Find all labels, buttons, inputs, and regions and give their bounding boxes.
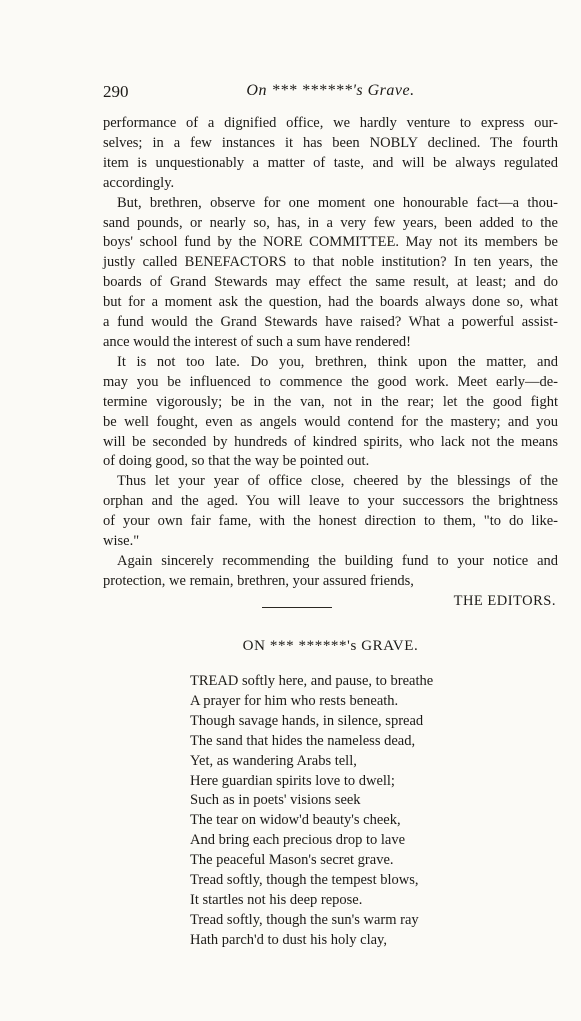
paragraph-start-line: Thus let your year of office close, cheered by the blessings of the — [117, 473, 558, 490]
text-line: performance of a dignified office, we hardly venture to express our- — [103, 115, 558, 131]
poem-line: Hath parch'd to dust his holy clay, — [190, 931, 387, 948]
poem-line: Though savage hands, in silence, spread — [190, 712, 424, 729]
text-line: boards of Grand Stewards may effect the same result, at least; and do — [103, 274, 558, 291]
poem-title: ON *** ******'s GRAVE. — [242, 638, 419, 654]
text-line: be well fought, even as angels would contend for the mastery; and you — [103, 413, 558, 430]
text-line: will be seconded by hundreds of kindred spirits, who lack not the means — [103, 433, 558, 450]
text-line: justly called BENEFACTORS to that noble institution? In ten years, the — [103, 254, 558, 271]
text-line: a fund would the Grand Stewards have raised? What a powerful assist- — [103, 314, 558, 331]
signature: THE EDITORS. — [453, 592, 556, 609]
running-title: On *** ******'s Grave. — [246, 82, 415, 99]
poem-line: The tear on widow'd beauty's cheek, — [190, 812, 401, 829]
page-number: 290 — [103, 82, 129, 101]
page-header — [103, 82, 558, 104]
text-line: accordingly. — [103, 174, 175, 191]
poem-line: Yet, as wandering Arabs tell, — [190, 752, 357, 769]
poem — [190, 672, 433, 951]
text-line: of your own fair fame, with the honest direction to them, "to do like- — [103, 513, 558, 530]
text-line: termine vigorously; be in the van, not in the rear; let the good fight — [103, 393, 558, 410]
text-line: wise." — [103, 533, 140, 550]
text-line: orphan and the aged. You will leave to your successors the brightness — [103, 493, 558, 510]
poem-line: The peaceful Mason's secret grave. — [190, 852, 394, 869]
poem-line: TREAD softly here, and pause, to breathe — [190, 673, 434, 689]
text-line: protection, we remain, brethren, your assured friends, — [103, 572, 414, 589]
text-line: but for a moment ask the question, had the boards always done so, what — [103, 294, 558, 311]
text-line: may you be influenced to commence the good work. Meet early—de- — [103, 373, 558, 390]
poem-line: And bring each precious drop to lave — [190, 832, 406, 849]
paragraph-start-line: Again sincerely recommending the building fund to your notice and — [117, 552, 558, 569]
text-line: selves; in a few instances it has been NOBLY declined. The fourth — [103, 134, 558, 151]
poem-line: The sand that hides the nameless dead, — [190, 732, 416, 749]
text-line: item is unquestionably a matter of taste, and will be always regulated — [103, 154, 558, 171]
section-divider — [262, 607, 332, 608]
poem-line: A prayer for him who rests beneath. — [190, 692, 399, 709]
text-line: sand pounds, or nearly so, has, in a very few years, been added to the — [103, 214, 558, 231]
text-line: of doing good, so that the way be pointed out. — [103, 453, 370, 470]
editorial-text — [103, 114, 558, 612]
text-line: ance would the interest of such a sum have rendered! — [103, 333, 412, 350]
paragraph-start-line: But, brethren, observe for one moment one honourable fact—a thou- — [117, 194, 558, 211]
text-line: boys' school fund by the NORE COMMITTEE. May not its members be — [103, 234, 558, 251]
poem-line: Tread softly, though the sun's warm ray — [190, 911, 419, 928]
poem-line: Such as in poets' visions seek — [190, 792, 361, 809]
poem-line: It startles not his deep repose. — [190, 891, 363, 908]
poem-line: Here guardian spirits love to dwell; — [190, 772, 395, 789]
poem-line: Tread softly, though the tempest blows, — [190, 872, 419, 889]
paragraph-start-line: It is not too late. Do you, brethren, think upon the matter, and — [117, 353, 558, 370]
